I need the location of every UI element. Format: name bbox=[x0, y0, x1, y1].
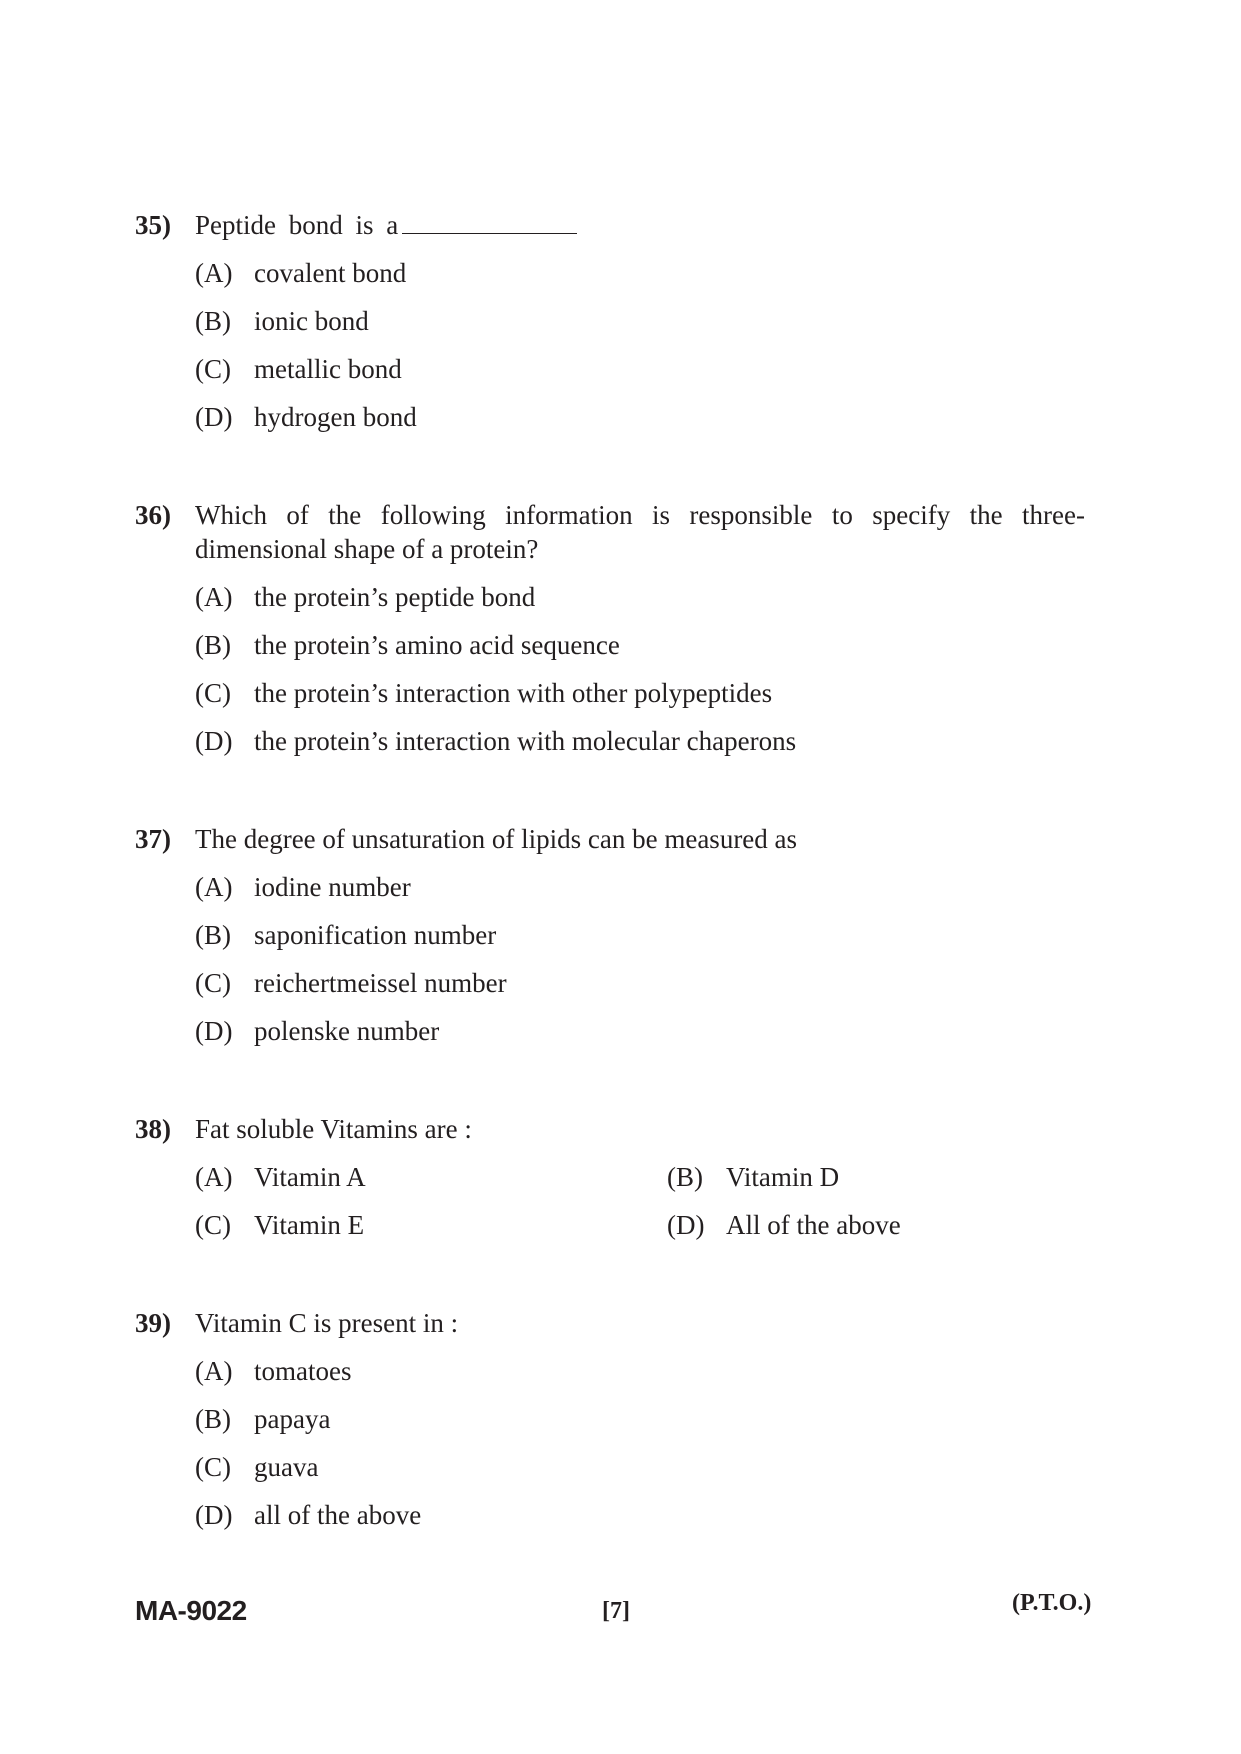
question-39 bbox=[135, 1306, 1085, 1546]
option-b bbox=[667, 1160, 1087, 1194]
option-d bbox=[667, 1208, 1087, 1242]
option-b bbox=[195, 628, 1085, 662]
option-d bbox=[195, 400, 1085, 434]
option-text: tomatoes bbox=[254, 1356, 352, 1386]
question-text: Peptide bond is a bbox=[195, 210, 399, 240]
option-d bbox=[195, 724, 1085, 758]
option-b bbox=[195, 304, 1085, 338]
option-text: metallic bond bbox=[254, 354, 402, 384]
option-text: the protein’s amino acid sequence bbox=[254, 630, 620, 660]
question-number: 36) bbox=[135, 500, 171, 530]
option-letter: (A) bbox=[195, 258, 233, 288]
option-letter: (B) bbox=[195, 920, 231, 950]
option-text: Vitamin E bbox=[254, 1210, 365, 1240]
option-letter: (A) bbox=[195, 582, 233, 612]
option-letter: (D) bbox=[667, 1210, 705, 1240]
option-text: the protein’s interaction with molecular chaperons bbox=[254, 726, 797, 756]
question-number: 38) bbox=[135, 1114, 171, 1144]
option-text: Vitamin A bbox=[254, 1162, 366, 1192]
option-a bbox=[195, 870, 1085, 904]
option-letter: (C) bbox=[195, 1452, 231, 1482]
option-letter: (A) bbox=[195, 1162, 233, 1192]
option-b bbox=[195, 1402, 1085, 1436]
option-a bbox=[195, 256, 1085, 290]
option-text: ionic bond bbox=[254, 306, 369, 336]
question-38 bbox=[135, 1112, 1085, 1242]
question-stem bbox=[135, 1112, 1085, 1146]
option-a bbox=[195, 1354, 1085, 1388]
option-text: saponification number bbox=[254, 920, 497, 950]
option-a bbox=[195, 580, 1085, 614]
pto-label: (P.T.O.) bbox=[1012, 1590, 1092, 1616]
question-37 bbox=[135, 822, 1085, 1062]
options-list bbox=[135, 870, 1085, 1048]
options-list bbox=[135, 580, 1085, 758]
option-text: iodine number bbox=[254, 872, 411, 902]
option-letter: (B) bbox=[195, 306, 231, 336]
option-d bbox=[195, 1014, 1085, 1048]
option-text: the protein’s peptide bond bbox=[254, 582, 536, 612]
option-text: papaya bbox=[254, 1404, 331, 1434]
option-a bbox=[195, 1160, 667, 1194]
option-c bbox=[195, 676, 1085, 710]
option-letter: (D) bbox=[195, 1016, 233, 1046]
question-35 bbox=[135, 208, 1085, 448]
option-text: all of the above bbox=[254, 1500, 422, 1530]
option-letter: (A) bbox=[195, 1356, 233, 1386]
option-c bbox=[195, 966, 1085, 1000]
question-number: 35) bbox=[135, 210, 171, 240]
option-text: polenske number bbox=[254, 1016, 440, 1046]
option-letter: (D) bbox=[195, 1500, 233, 1530]
option-text: All of the above bbox=[726, 1210, 901, 1240]
question-number: 39) bbox=[135, 1308, 171, 1338]
question-stem bbox=[135, 1306, 1085, 1340]
option-letter: (C) bbox=[195, 354, 231, 384]
option-text: reichertmeissel number bbox=[254, 968, 507, 998]
option-letter: (D) bbox=[195, 402, 233, 432]
options-list bbox=[135, 256, 1085, 434]
page-number: [7] bbox=[602, 1598, 630, 1624]
option-letter: (D) bbox=[195, 726, 233, 756]
question-text: Which of the following information is responsible to specify the three-dimensional shape of a protein? bbox=[195, 500, 1085, 564]
option-text: covalent bond bbox=[254, 258, 407, 288]
option-letter: (C) bbox=[195, 1210, 231, 1240]
paper-code: MA-9022 bbox=[135, 1595, 247, 1626]
option-c bbox=[195, 1208, 667, 1242]
question-36 bbox=[135, 498, 1085, 772]
question-stem bbox=[135, 208, 1085, 242]
option-text: the protein’s interaction with other polypeptides bbox=[254, 678, 773, 708]
option-letter: (C) bbox=[195, 678, 231, 708]
question-stem bbox=[135, 498, 1085, 566]
question-number: 37) bbox=[135, 824, 171, 854]
question-text: Fat soluble Vitamins are : bbox=[195, 1114, 472, 1144]
question-text: Vitamin C is present in : bbox=[195, 1308, 459, 1338]
options-grid bbox=[135, 1160, 1085, 1242]
question-text: The degree of unsaturation of lipids can be measured as bbox=[195, 824, 798, 854]
option-letter: (B) bbox=[667, 1162, 703, 1192]
options-list bbox=[135, 1354, 1085, 1532]
option-letter: (B) bbox=[195, 1404, 231, 1434]
option-b bbox=[195, 918, 1085, 952]
option-letter: (B) bbox=[195, 630, 231, 660]
answer-blank bbox=[402, 209, 577, 234]
option-text: hydrogen bond bbox=[254, 402, 417, 432]
option-letter: (C) bbox=[195, 968, 231, 998]
option-c bbox=[195, 1450, 1085, 1484]
question-stem bbox=[135, 822, 1085, 856]
option-text: Vitamin D bbox=[726, 1162, 840, 1192]
option-letter: (A) bbox=[195, 872, 233, 902]
option-c bbox=[195, 352, 1085, 386]
option-text: guava bbox=[254, 1452, 319, 1482]
option-d bbox=[195, 1498, 1085, 1532]
